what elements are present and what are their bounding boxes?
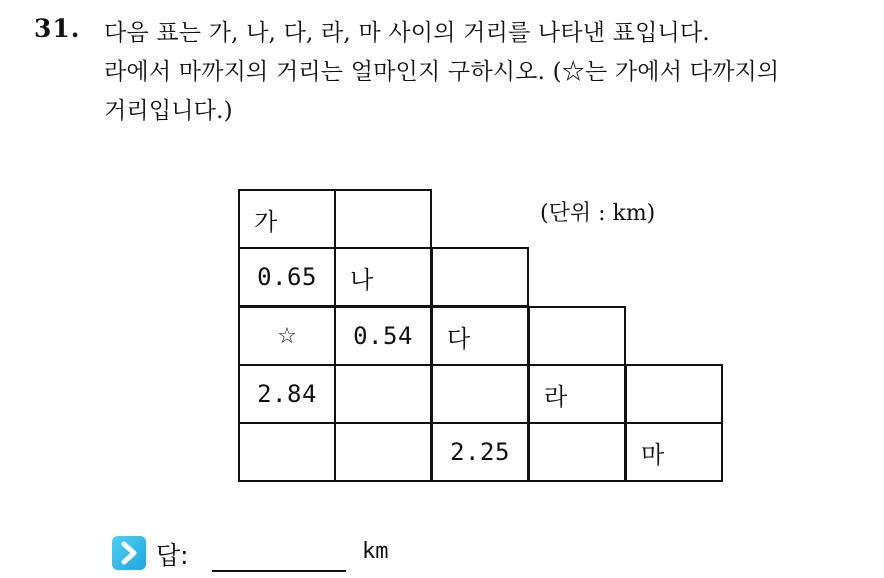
table-cell-empty [431, 247, 529, 307]
table-cell-empty [238, 422, 336, 482]
answer-row [112, 530, 432, 576]
table-cell-star-ga-da: ☆ [238, 306, 336, 366]
answer-label: 답: [156, 541, 189, 570]
answer-unit: km [362, 539, 389, 564]
table-cell-distance-ga-na: 0.65 [238, 247, 336, 307]
table-cell-distance-ga-ra: 2.84 [238, 364, 336, 424]
table-cell-empty [431, 364, 529, 424]
question-number: 31. [34, 14, 81, 43]
chevron-right-icon [112, 536, 146, 570]
table-cell-place-ga: 가 [238, 189, 336, 249]
unit-label: (단위 : km) [540, 201, 656, 226]
table-cell-empty [528, 422, 626, 482]
table-cell-distance-na-da: 0.54 [334, 306, 432, 366]
table-cell-distance-da-ma: 2.25 [431, 422, 529, 482]
answer-blank-line[interactable] [212, 570, 346, 572]
table-cell-place-da: 다 [431, 306, 529, 366]
table-cell-empty [528, 306, 626, 366]
table-cell-empty [625, 364, 723, 424]
table-cell-empty [334, 422, 432, 482]
question-text-line-3: 거리입니다.) [104, 98, 233, 124]
table-cell-place-ra: 라 [528, 364, 626, 424]
question-text-line-1: 다음 표는 가, 나, 다, 라, 마 사이의 거리를 나타낸 표입니다. [104, 20, 710, 46]
table-cell-place-na: 나 [334, 247, 432, 307]
table-cell-empty [334, 189, 432, 249]
question-text-line-2: 라에서 마까지의 거리는 얼마인지 구하시오. (☆는 가에서 다까지의 [104, 59, 780, 85]
table-cell-empty [334, 364, 432, 424]
table-cell-place-ma: 마 [625, 422, 723, 482]
